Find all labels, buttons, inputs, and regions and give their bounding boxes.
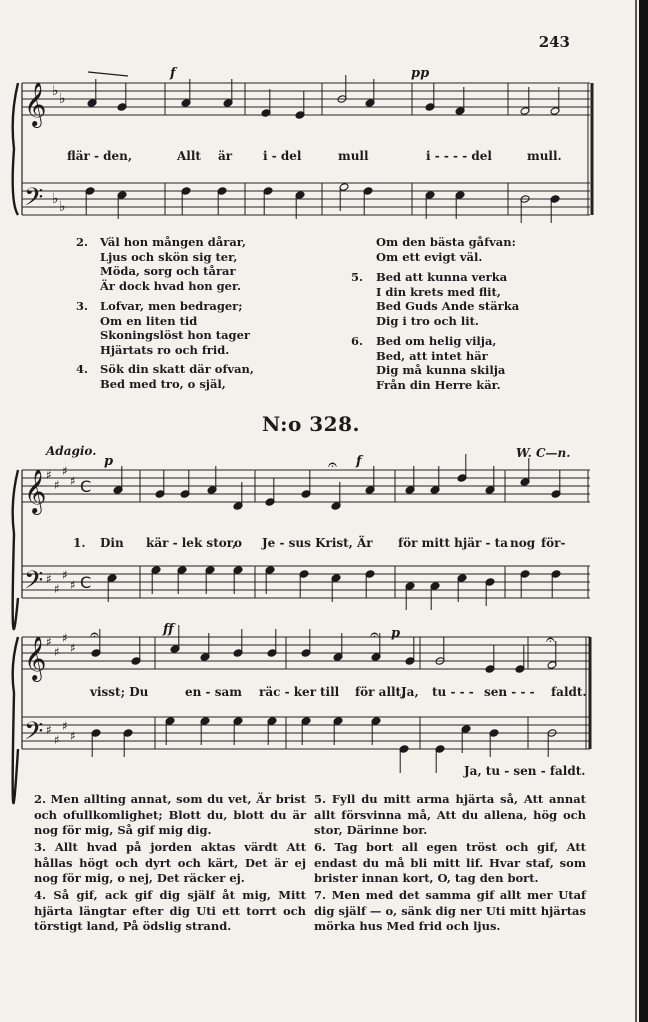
lyric-syllable: o: [234, 536, 243, 550]
verse-text: Sök din skatt där ofvan, Bed med tro, o själ,: [100, 362, 254, 391]
lyric-syllable: mull: [338, 149, 369, 163]
flat-icon: ♭: [52, 191, 59, 207]
dynamic-fortissimo: ff: [163, 622, 174, 637]
verse-number: 6.: [351, 334, 364, 348]
lyric-syllable: Är: [357, 536, 373, 550]
system-brace: [13, 637, 18, 803]
bass-clef-icon: 𝄢: [24, 566, 44, 601]
lyric-syllable: är: [218, 149, 233, 163]
sharp-icon: ♯: [54, 478, 60, 492]
fermata-icon: 𝄐: [370, 625, 379, 644]
sharp-icon: ♯: [70, 578, 76, 592]
verse-paragraph: 7. Men med det samma gif allt mer Utaf dig själf — o, sänk dig ner Uti mitt hjärtas mörka hus Med frid och ljus.: [314, 888, 586, 933]
lyric-syllable: mull.: [527, 149, 562, 163]
verse-number: 2.: [76, 235, 89, 249]
sharp-icon: ♯: [62, 568, 68, 582]
lyric-syllable: Allt: [177, 149, 201, 163]
lyric-bass-line: Ja, tu - sen - faldt.: [464, 764, 586, 778]
common-time-icon: C: [80, 573, 92, 592]
page-number: 243: [538, 33, 570, 51]
sharp-icon: ♯: [62, 719, 68, 733]
fermata-icon: 𝄐: [90, 625, 99, 644]
lyric-syllable: tu - - -: [432, 685, 474, 699]
sharp-icon: ♯: [54, 582, 60, 596]
tempo-marking: Adagio.: [46, 444, 97, 458]
verse-number: 4.: [76, 362, 89, 376]
lyric-syllable: Je - sus Krist,: [262, 536, 353, 550]
lyric-syllable: i - del: [263, 149, 302, 163]
lyric-syllable: för allt,: [355, 685, 406, 699]
bass-clef-icon: 𝄢: [24, 183, 44, 218]
lyric-syllable: kär - lek stor,: [146, 536, 237, 550]
lyric-syllable: Ja,: [401, 685, 419, 699]
verse-text: Bed att kunna verka I din krets med flit, Bed Guds Ande stärka Dig i tro och lit.: [376, 270, 520, 328]
sharp-icon: ♯: [54, 733, 60, 747]
sharp-icon: ♯: [46, 723, 52, 737]
sharp-icon: ♯: [62, 631, 68, 645]
sharp-icon: ♯: [70, 641, 76, 655]
verse-text: Väl hon mången dårar, Ljus och skön sig ter, Möda, sorg och tårar Är dock hvad hon ger.: [100, 235, 247, 293]
lyric-syllable: en - sam: [185, 685, 242, 699]
composer: W. C—n.: [516, 446, 571, 460]
verse-text: Om den bästa gåfvan: Om ett evigt väl.: [376, 235, 516, 264]
fermata-icon: 𝄐: [328, 455, 337, 474]
sharp-icon: ♯: [46, 572, 52, 586]
treble-clef-icon: 𝄞: [24, 469, 47, 513]
lyric-syllable: för-: [541, 536, 566, 550]
dynamic-piano: p: [391, 626, 401, 641]
lyric-syllable: nog: [510, 536, 536, 550]
dynamic-piano: p: [104, 454, 114, 469]
fermata-icon: 𝄐: [546, 630, 555, 649]
lyric-syllable: visst; Du: [90, 685, 149, 699]
verse-text: Lofvar, men bedrager; Om en liten tid Skoningslöst hon tager Hjärtats ro och frid.: [100, 299, 250, 357]
lyric-syllable: flär - den,: [67, 149, 133, 163]
dynamic-forte: f: [356, 454, 362, 469]
sharp-icon: ♯: [46, 468, 52, 482]
sharp-icon: ♯: [62, 464, 68, 478]
dynamic-pianissimo: pp: [411, 66, 430, 81]
dynamic-forte: f: [170, 66, 176, 81]
sharp-icon: ♯: [54, 645, 60, 659]
verse-paragraph: 6. Tag bort all egen tröst och gif, Att endast du må bli mitt lif. Hvar staf, som brister innan kort, O, tag den bort.: [314, 840, 586, 885]
hymn-title: N:o 328.: [262, 412, 360, 436]
lyric-syllable: till: [320, 685, 340, 699]
verse-number: 3.: [76, 299, 89, 313]
sharp-icon: ♯: [70, 474, 76, 488]
sharp-icon: ♯: [46, 635, 52, 649]
lyric-syllable: räc - ker: [259, 685, 317, 699]
common-time-icon: C: [80, 477, 92, 496]
treble-clef-icon: 𝄞: [24, 636, 47, 680]
verse-paragraph: 5. Fyll du mitt arma hjärta så, Att annat allt försvinna må, Att du allena, hög och stor, Därinne bor.: [314, 792, 586, 837]
flat-icon: ♭: [59, 91, 66, 107]
lyric-syllable: faldt.: [551, 685, 587, 699]
flat-icon: ♭: [59, 199, 66, 215]
flat-icon: ♭: [52, 83, 59, 99]
bass-clef-icon: 𝄢: [24, 717, 44, 752]
treble-clef-icon: 𝄞: [24, 82, 47, 126]
verse-paragraph: 2. Men allting annat, som du vet, Är brist och ofullkomlighet; Blott du, blott du är nog för mig, Så gif mig dig.: [34, 792, 306, 837]
verse-text: Bed om helig vilja, Bed, att intet här Dig må kunna skilja Från din Herre kär.: [376, 334, 506, 392]
verse-number: 5.: [351, 270, 364, 284]
lyric-syllable: i - - - - del: [426, 149, 492, 163]
lyric-syllable: Din: [100, 536, 124, 550]
verse-paragraph: 4. Så gif, ack gif dig själf åt mig, Mitt hjärta längtar efter dig Uti ett torrt och törstigt land, På ödslig strand.: [34, 888, 306, 933]
sharp-icon: ♯: [70, 729, 76, 743]
lyric-syllable: för mitt hjär - ta: [398, 536, 509, 550]
lyric-syllable: sen - - -: [484, 685, 535, 699]
lyric-verse-number: 1.: [73, 536, 86, 550]
verse-paragraph: 3. Allt hvad på jorden aktas värdt Att hållas högt och dyrt och kärt, Det är ej nog för mig, o nej, Det räcker ej.: [34, 840, 306, 885]
